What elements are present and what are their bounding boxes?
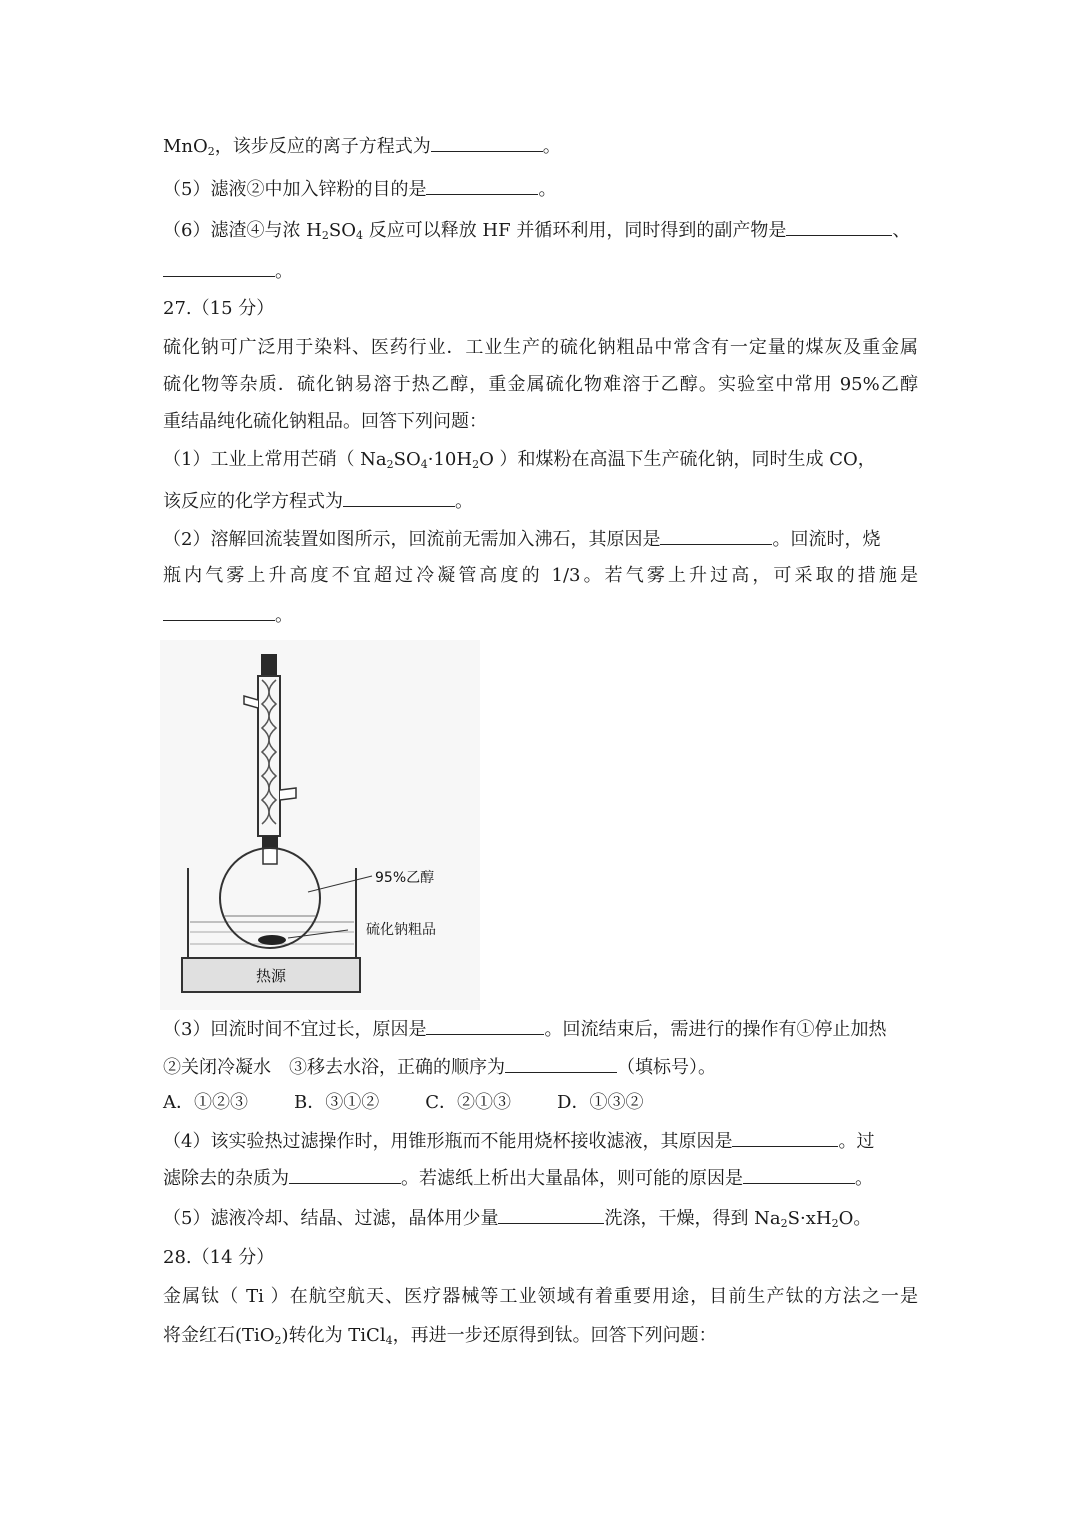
q27-header: 27.（15 分）: [163, 298, 275, 319]
q26-line-mno2: MnO$_2$，该步反应的离子方程式为 。: [163, 133, 561, 164]
option-b[interactable]: B．③①②: [294, 1092, 380, 1113]
condenser-water-outlet: [280, 788, 296, 800]
q27-intro-3: 重结晶纯化硫化钠粗品。回答下列问题：: [163, 411, 487, 432]
label-heat-source: 热源: [255, 967, 287, 985]
flask-neck-joint: [262, 836, 278, 848]
q27-2-line3: 。: [163, 602, 293, 628]
q27-2-line2: 瓶内气雾上升高度不宜超过冷凝管高度的 1/3。若气雾上升过高，可采取的措施是: [163, 565, 918, 586]
crude-solid: [258, 935, 286, 945]
answer-blank[interactable]: [732, 1128, 838, 1147]
q27-3-line2: ②关闭冷凝水 ③移去水浴，正确的顺序为 （填标号）。: [163, 1054, 716, 1080]
q27-3-options: [163, 1091, 689, 1115]
q27-3: （3）回流时间不宜过长，原因是 。回流结束后，需进行的操作有①停止加热: [163, 1016, 886, 1042]
option-d[interactable]: D．①③②: [557, 1092, 644, 1113]
q27-4: （4）该实验热过滤操作时，用锥形瓶而不能用烧杯接收滤液，其原因是 。过: [163, 1128, 874, 1154]
q26-6: （6）滤渣④与浓 $H_2SO_4$ 反应可以释放 HF 并循环利用，同时得到的副产物是 、: [163, 217, 910, 248]
label-95-ethanol: 95%乙醇: [375, 870, 435, 886]
q27-4-line2: 滤除去的杂质为 。若滤纸上析出大量晶体，则可能的原因是 。: [163, 1165, 873, 1191]
q27-1-line2: 该反应的化学方程式为 。: [163, 488, 473, 514]
option-a[interactable]: A．①②③: [163, 1092, 248, 1113]
q27-intro-1: 硫化钠可广泛用于染料、医药行业．工业生产的硫化钠粗品中常含有一定量的煤灰及重金属: [163, 337, 918, 358]
q28-header: 28.（14 分）: [163, 1247, 275, 1268]
q28-line1: 金属钛（ Ti ）在航空航天、医疗器械等工业领域有着重要用途，目前生产钛的方法之一是: [163, 1286, 918, 1307]
answer-blank[interactable]: [498, 1205, 604, 1224]
q27-1: （1）工业上常用芒硝（ $Na_2SO_4\cdot 10H_2O$ ）和煤粉在高温下生产硫化钠，同时生成 CO，: [163, 449, 876, 471]
answer-blank[interactable]: [163, 602, 275, 621]
reflux-apparatus-figure: [160, 640, 480, 1010]
answer-blank[interactable]: [660, 526, 772, 545]
q26-6-line2: 。: [163, 258, 293, 284]
answer-blank[interactable]: [289, 1165, 401, 1184]
label-crude-sodium-sulfide: 硫化钠粗品: [366, 922, 436, 938]
answer-blank[interactable]: [163, 258, 275, 277]
q26-5: （5）滤液②中加入锌粉的目的是 。: [163, 176, 556, 202]
answer-blank[interactable]: [786, 217, 892, 236]
q27-2: （2）溶解回流装置如图所示，回流前无需加入沸石，其原因是 。回流时，烧: [163, 526, 880, 552]
option-c[interactable]: C．②①③: [425, 1092, 512, 1113]
q27-5: （5）滤液冷却、结晶、过滤，晶体用少量 洗涤，干燥，得到 $Na_2S\cdot xH_2O$。: [163, 1205, 871, 1236]
answer-blank[interactable]: [743, 1165, 855, 1184]
q27-intro-2: 硫化物等杂质．硫化钠易溶于热乙醇，重金属硫化物难溶于乙醇。实验室中常用 95%乙醇: [163, 374, 918, 395]
flask-neck: [263, 848, 277, 864]
answer-blank[interactable]: [426, 1016, 544, 1035]
answer-blank[interactable]: [343, 488, 455, 507]
condenser-stopper: [261, 654, 277, 676]
answer-blank[interactable]: [431, 133, 543, 152]
figure-background: [160, 640, 480, 1010]
answer-blank[interactable]: [426, 176, 538, 195]
answer-blank[interactable]: [505, 1054, 617, 1073]
q28-line2: 将金红石(TiO$_2$)转化为 TiCl$_4$，再进一步还原得到钛。回答下列问题：: [163, 1325, 717, 1347]
